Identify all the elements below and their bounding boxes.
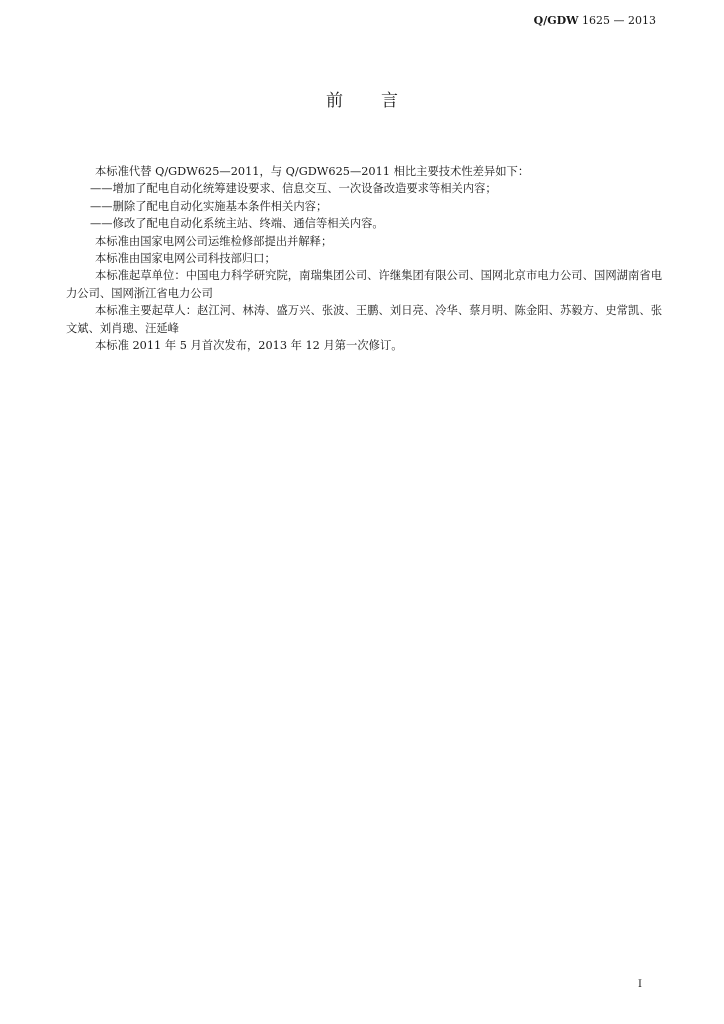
standard-number: 1625 — 2013	[582, 14, 656, 27]
paragraph-drafting-units: 本标准起草单位：中国电力科学研究院，南瑞集团公司、许继集团有限公司、国网北京市电力公司、国网湖南省电力公司、国网浙江省电力公司	[66, 269, 662, 300]
change-item-added: ——增加了配电自动化统筹建设要求、信息交互、一次设备改造要求等相关内容；	[90, 182, 497, 196]
page-number: I	[638, 979, 642, 990]
page-title: 前言	[326, 91, 436, 111]
paragraph-centralized-by: 本标准由国家电网公司科技部归口；	[95, 252, 276, 266]
page-header	[534, 14, 656, 28]
change-item-modified: ——修改了配电自动化系统主站、终端、通信等相关内容。	[90, 217, 384, 231]
paragraph-proposer: 本标准由国家电网公司运维检修部提出并解释；	[95, 234, 333, 248]
paragraph-replacement: 本标准代替 Q/GDW625—2011，与 Q/GDW625—2011 相比主要技术性差异如下：	[95, 165, 530, 178]
change-item-deleted: ——删除了配电自动化实施基本条件相关内容；	[90, 199, 328, 213]
foreword-body	[66, 163, 662, 354]
standard-code: Q/GDW	[533, 14, 579, 27]
paragraph-release-history: 本标准 2011 年 5 月首次发布，2013 年 12 月第一次修订。	[95, 339, 403, 353]
paragraph-drafters: 本标准主要起草人：赵江河、林涛、盛万兴、张波、王鹏、刘日亮、冷华、蔡月明、陈金阳、苏毅方、史常凯、张文斌、刘肖璁、汪延峰	[66, 304, 662, 335]
